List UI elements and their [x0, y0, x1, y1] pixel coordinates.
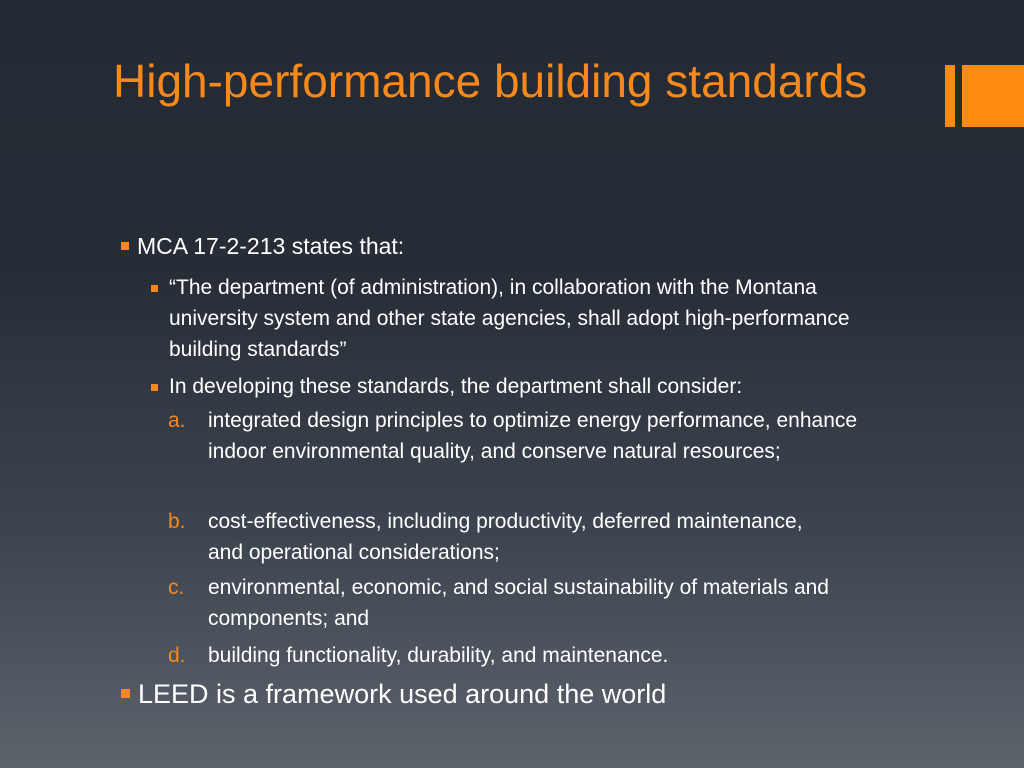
list-item-text: integrated design principles to optimize energy performance, enhance indoor environmental quality, and conserve natural resources; [208, 409, 858, 463]
bullet-text: LEED is a framework used around the world [138, 679, 667, 709]
list-letter: d. [168, 644, 186, 667]
bullet-text: MCA 17-2-213 states that: [137, 233, 405, 259]
square-bullet-icon [121, 689, 130, 698]
list-item-text: cost-effectiveness, including productivity, deferred maintenance, and operational considerations; [208, 510, 803, 564]
bullet-developing [151, 376, 911, 402]
bullet-quote [151, 277, 911, 365]
bullet-mca [121, 233, 404, 259]
list-letter: b. [168, 510, 186, 533]
list-item-c [168, 577, 848, 634]
list-item-text: building functionality, durability, and maintenance. [208, 644, 669, 667]
bullet-leed [121, 679, 666, 709]
bullet-text: “The department (of administration), in collaboration with the Montana university system and other state agencies, shall adopt high-performance building standards” [169, 276, 850, 361]
list-letter: c. [168, 576, 185, 599]
square-bullet-icon [151, 384, 158, 391]
square-bullet-icon [121, 242, 129, 250]
list-item-d [168, 645, 868, 671]
list-item-text: environmental, economic, and social sustainability of materials and components; and [208, 576, 829, 630]
list-letter: a. [168, 409, 186, 432]
list-item-a [168, 410, 908, 467]
square-bullet-icon [151, 285, 158, 292]
bullet-text: In developing these standards, the department shall consider: [169, 375, 743, 398]
list-item-b [168, 511, 808, 568]
slide-title: High-performance building standards [113, 55, 868, 107]
